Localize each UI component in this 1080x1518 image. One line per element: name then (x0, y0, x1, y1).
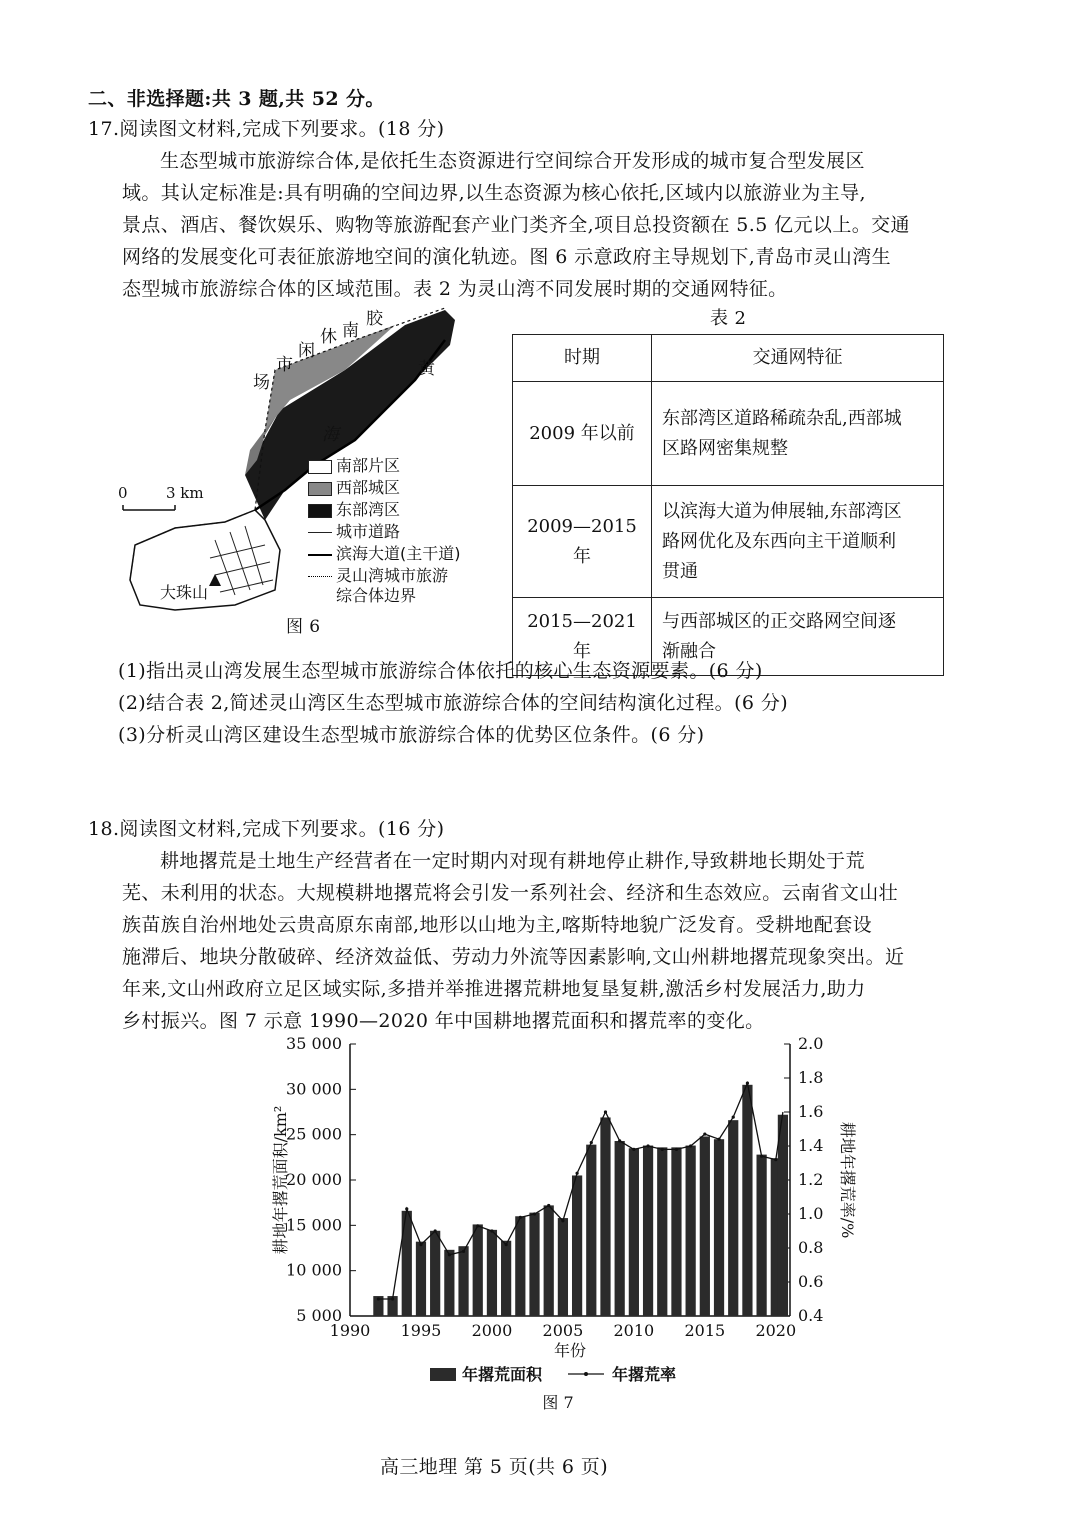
row1-period: 2009 年以前 (513, 382, 652, 486)
th-feature: 交通网特征 (652, 335, 944, 382)
legend-line-point (584, 1372, 588, 1376)
q18-para-line-4: 施滞后、地块分散破碎、经济效益低、劳动力外流等因素影响,文山州耕地撂荒现象突出。近 (122, 946, 905, 968)
q17-para-line-2: 域。其认定标准是:具有明确的空间边界,以生态资源为核心依托,区域内以旅游业为主导, (122, 182, 866, 204)
table-row (513, 382, 944, 486)
fig6-caption: 图 6 (286, 617, 321, 637)
bar (728, 1120, 738, 1316)
rate-point (661, 1148, 664, 1151)
left-tick-label: 25 000 (286, 1124, 342, 1144)
rate-point (462, 1250, 465, 1253)
rate-point (717, 1138, 720, 1141)
rate-point (434, 1229, 437, 1232)
rate-point (575, 1172, 578, 1175)
q17-sub-1: (1)指出灵山湾发展生态型城市旅游综合体依托的核心生态资源要素。(6 分) (118, 660, 763, 682)
scale-zero: 0 (118, 484, 128, 502)
map-label-huang: 黄 (418, 359, 435, 379)
rate-point (675, 1148, 678, 1151)
map-label-jiao: 胶 (366, 309, 383, 329)
q17-title: 17.阅读图文材料,完成下列要求。(18 分) (88, 118, 445, 140)
x-tick-label: 1990 (329, 1321, 371, 1340)
rate-point (604, 1110, 607, 1113)
legend-bar-swatch (430, 1368, 456, 1381)
map-label-shi: 市 (276, 355, 293, 375)
row2-period: 2009—2015 年 (513, 486, 652, 598)
q17-para-line-1: 生态型城市旅游综合体,是依托生态资源进行空间综合开发形成的城市复合型发展区 (160, 150, 865, 172)
x-axis-label: 年份 (553, 1341, 587, 1360)
bar (430, 1231, 440, 1316)
bar (586, 1145, 596, 1316)
bar (544, 1205, 554, 1316)
map-label-xian: 闲 (298, 341, 315, 361)
right-tick-label: 1.8 (798, 1068, 824, 1087)
page-footer: 高三地理 第 5 页(共 6 页) (380, 1456, 609, 1478)
bar (686, 1146, 696, 1316)
x-tick-label: 2005 (542, 1321, 584, 1340)
legend-south: 南部片区 (308, 456, 400, 476)
rate-point (533, 1212, 536, 1215)
bar (558, 1218, 568, 1316)
table-header-row (513, 335, 944, 382)
y-axis-left-label: 耕地年撂荒面积/km² (271, 1105, 290, 1255)
left-tick-label: 10 000 (286, 1260, 342, 1280)
rate-point (646, 1144, 649, 1147)
map-label-chang: 场 (253, 373, 270, 393)
right-tick-label: 1.6 (798, 1102, 824, 1121)
section-heading: 二、非选择题:共 3 题,共 52 分。 (88, 88, 385, 110)
rate-point (618, 1139, 621, 1142)
rate-point (746, 1082, 749, 1085)
right-tick-label: 1.2 (798, 1170, 824, 1189)
legend-west: 西部城区 (308, 478, 400, 498)
bar (600, 1117, 610, 1316)
right-tick-label: 1.4 (798, 1136, 824, 1155)
q17-sub-2: (2)结合表 2,简述灵山湾区生态型城市旅游综合体的空间结构演化过程。(6 分) (118, 692, 789, 714)
rate-point (760, 1155, 763, 1158)
legend-boulevard: 滨海大道(主干道) (308, 544, 461, 564)
legend-road: 城市道路 (308, 522, 400, 542)
bar (714, 1139, 724, 1316)
right-tick-label: 2.0 (798, 1034, 824, 1053)
q17-para-line-5: 态型城市旅游综合体的区域范围。表 2 为灵山湾不同发展时期的交通网特征。 (122, 278, 788, 300)
chart-figure-7 (250, 1030, 857, 1420)
legend-bar-label: 年撂荒面积 (462, 1365, 543, 1384)
bar (742, 1085, 752, 1316)
legend-east: 东部湾区 (308, 500, 400, 520)
bar (487, 1230, 497, 1316)
x-tick-label: 2000 (471, 1321, 513, 1340)
rate-point (590, 1141, 593, 1144)
table-2 (512, 334, 944, 676)
bar (416, 1242, 426, 1316)
right-tick-label: 0.4 (798, 1306, 824, 1325)
rate-point (476, 1224, 479, 1227)
y-axis-right-label: 耕地年撂荒率/% (838, 1121, 857, 1239)
q17-sub-3: (3)分析灵山湾区建设生态型城市旅游综合体的优势区位条件。(6 分) (118, 724, 705, 746)
row2-feature: 以滨海大道为伸展轴,东部湾区 路网优化及东西向主干道顺利 贯通 (652, 486, 944, 598)
bar (515, 1216, 525, 1316)
rate-point (377, 1297, 380, 1300)
bar (458, 1246, 468, 1316)
left-tick-label: 20 000 (286, 1170, 342, 1189)
left-tick-label: 5 000 (296, 1306, 342, 1325)
left-tick-label: 35 000 (286, 1034, 342, 1053)
bar (657, 1147, 667, 1316)
q18-para-line-5: 年来,文山州政府立足区域实际,多措并举推进撂荒耕地复垦复耕,激活乡村发展活力,助力 (122, 978, 866, 1000)
rate-point (519, 1216, 522, 1219)
bar (473, 1224, 483, 1316)
q17-para-line-4: 网络的发展变化可表征旅游地空间的演化轨迹。图 6 示意政府主导规划下,青岛市灵山湾生 (122, 246, 892, 268)
legend-boundary: 灵山湾城市旅游 (308, 566, 448, 586)
bar (572, 1175, 582, 1316)
table2-caption: 表 2 (710, 308, 747, 329)
row1-feature: 东部湾区道路稀疏杂乱,西部城 区路网密集规整 (652, 382, 944, 486)
legend-line-label: 年撂荒率 (612, 1365, 677, 1384)
q17-para-line-3: 景点、酒店、餐饮娱乐、购物等旅游配套产业门类齐全,项目总投资额在 5.5 亿元以上。交通 (122, 214, 910, 236)
scale-bar (123, 505, 175, 510)
right-tick-label: 0.6 (798, 1272, 824, 1291)
bar (700, 1136, 710, 1316)
rate-point (561, 1219, 564, 1222)
bar (671, 1147, 681, 1316)
right-tick-label: 0.8 (798, 1238, 824, 1257)
bar (643, 1146, 653, 1316)
bar (757, 1155, 767, 1316)
x-tick-label: 1995 (400, 1321, 442, 1340)
bar (778, 1115, 788, 1316)
legend-boundary-2: 综合体边界 (336, 586, 417, 605)
map-label-hai: 海 (322, 425, 339, 445)
th-period: 时期 (513, 335, 652, 382)
mountain-label: 大珠山 (160, 583, 209, 602)
rate-point (505, 1243, 508, 1246)
rate-point (689, 1144, 692, 1147)
row3-feature: 与西部城区的正交路网空间逐 渐融合 (652, 598, 944, 676)
fig7-caption: 图 7 (542, 1393, 574, 1412)
map-label-nan: 南 (342, 321, 359, 341)
rate-point (703, 1133, 706, 1136)
left-tick-label: 15 000 (286, 1215, 342, 1235)
q18-para-line-6: 乡村振兴。图 7 示意 1990—2020 年中国耕地撂荒面积和撂荒率的变化。 (122, 1010, 765, 1032)
right-tick-label: 1.0 (798, 1204, 824, 1223)
q18-para-line-3: 族苗族自治州地处云贵高原东南部,地形以山地为主,喀斯特地貌广泛发育。受耕地配套设 (122, 914, 873, 936)
q18-title: 18.阅读图文材料,完成下列要求。(16 分) (88, 818, 445, 840)
row3-period: 2015—2021 年 (513, 598, 652, 676)
q18-para-line-2: 芜、未利用的状态。大规模耕地撂荒将会引发一系列社会、经济和生态效应。云南省文山壮 (122, 882, 899, 904)
table-row (513, 486, 944, 598)
bar (402, 1211, 412, 1316)
rate-point (774, 1158, 777, 1161)
bar (501, 1241, 511, 1316)
left-tick-label: 30 000 (286, 1079, 342, 1099)
rate-point (391, 1297, 394, 1300)
bar (629, 1148, 639, 1316)
x-tick-label: 2020 (755, 1321, 797, 1340)
bar (615, 1141, 625, 1316)
rate-point (490, 1229, 493, 1232)
bar (444, 1250, 454, 1316)
bar (529, 1213, 539, 1316)
scale-km: 3 km (166, 484, 204, 502)
q18-para-line-1: 耕地撂荒是土地生产经营者在一定时期内对现有耕地停止耕作,导致耕地长期处于荒 (160, 850, 865, 872)
rate-point (419, 1243, 422, 1246)
rate-point (547, 1204, 550, 1207)
rate-point (632, 1148, 635, 1151)
map-label-xiu: 休 (320, 327, 337, 347)
rate-point (405, 1207, 408, 1210)
rate-point (732, 1116, 735, 1119)
x-tick-label: 2015 (684, 1321, 726, 1340)
x-tick-label: 2010 (613, 1321, 655, 1340)
rate-point (448, 1253, 451, 1256)
